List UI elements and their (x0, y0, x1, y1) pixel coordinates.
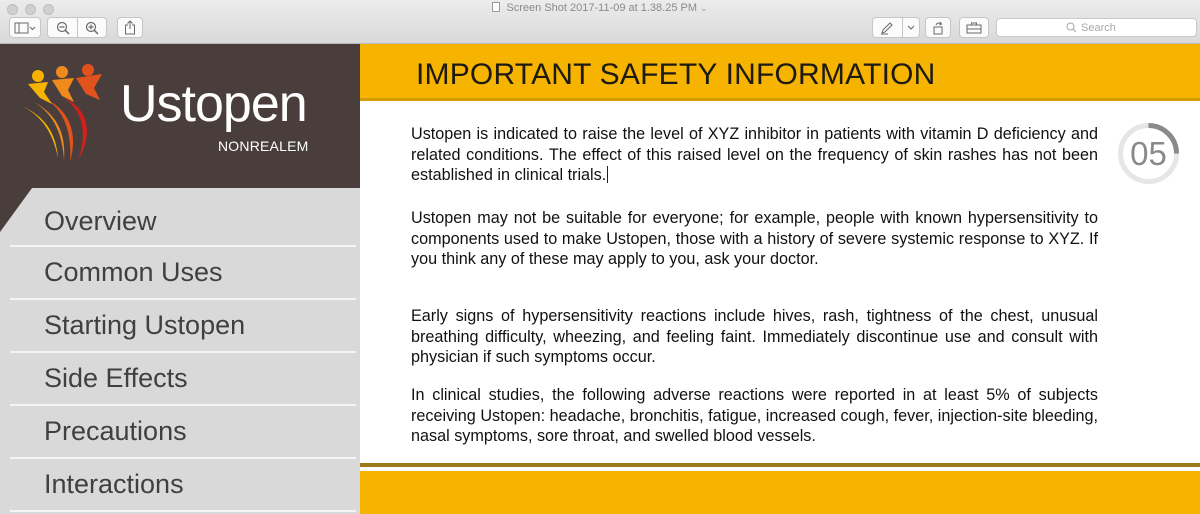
safety-paragraph-3: Early signs of hypersensitivity reactions include hives, rash, tightness of the chest, unusual breathing difficulty, wheezing, and feeling faint. Immediately discontinue use and consult with physician if such symptoms occur. (411, 307, 1098, 367)
slide-title: IMPORTANT SAFETY INFORMATION (416, 58, 936, 91)
nav-item-interactions[interactable]: Interactions (10, 459, 356, 512)
text-caret (607, 166, 608, 183)
nav-item-overview[interactable]: Overview (10, 188, 356, 247)
share-icon (124, 20, 136, 35)
slide-sidebar (0, 44, 360, 514)
rotate-button[interactable] (925, 17, 951, 38)
footer-band (360, 471, 1200, 514)
safety-info-body (360, 101, 1200, 467)
rotate-icon (931, 21, 945, 35)
share-button[interactable] (117, 17, 143, 38)
chevron-down-icon (907, 25, 915, 31)
safety-paragraph-4: In clinical studies, the following adverse reactions were reported in at least 5% of subjects receiving Ustopen: headache, bronchitis, fatigue, increased cough, fever, injection-site bleeding, nasal symptoms, sore throat, and swelled blood vessels. (411, 386, 1098, 446)
nav-item-precautions[interactable]: Precautions (10, 406, 356, 459)
nav-item-starting-ustopen[interactable]: Starting Ustopen (10, 300, 356, 353)
toolbox-icon (966, 22, 982, 34)
zoom-out-icon (56, 21, 70, 35)
nav-item-common-uses[interactable]: Common Uses (10, 247, 356, 300)
zoom-controls (47, 17, 107, 38)
markup-pen-icon (880, 21, 894, 35)
safety-paragraph-1[interactable] (411, 124, 1098, 186)
brand-name: Ustopen (120, 75, 307, 133)
brand-header (0, 44, 360, 188)
search-field[interactable] (996, 18, 1197, 37)
search-icon (1066, 22, 1077, 33)
zoom-in-icon (85, 21, 99, 35)
sidebar-toggle-icon (14, 22, 36, 34)
toolbox-button[interactable] (959, 17, 989, 38)
safety-paragraph-2: Ustopen may not be suitable for everyone; for example, people with known hypersensitivity to components used to make Ustopen, those with a history of severe systemic response to XYZ. If you think any of these may apply to you, ask your doctor. (411, 209, 1098, 269)
window-title-text: Screen Shot 2017-11-09 at 1.38.25 PM (506, 2, 698, 14)
markup-button[interactable] (873, 18, 902, 37)
window-title[interactable] (0, 1, 1200, 15)
sidebar-toggle-button[interactable] (9, 17, 41, 38)
page-counter (1117, 122, 1180, 185)
search-input[interactable] (1081, 22, 1127, 34)
slide-canvas (0, 44, 1200, 514)
brand-tagline: NONREALEM (218, 138, 309, 154)
markup-controls (872, 17, 920, 38)
slide-nav (10, 188, 356, 512)
zoom-out-button[interactable] (48, 18, 77, 37)
markup-menu-button[interactable] (902, 18, 919, 37)
nav-item-side-effects[interactable]: Side Effects (10, 353, 356, 406)
title-band (360, 44, 1200, 101)
brand-logo-icon (18, 62, 110, 166)
zoom-in-button[interactable] (77, 18, 106, 37)
chevron-down-icon: ⌄ (700, 3, 708, 13)
paragraph-text: Ustopen is indicated to raise the level of XYZ inhibitor in patients with vitamin D deficiency and related conditions. The effect of this raised level on the frequency of skin rashes has not been established in clinical trials. (411, 125, 1098, 185)
slide-content (360, 44, 1200, 514)
page-number: 05 (1130, 135, 1167, 172)
document-icon (492, 2, 500, 12)
window-toolbar (0, 0, 1200, 44)
